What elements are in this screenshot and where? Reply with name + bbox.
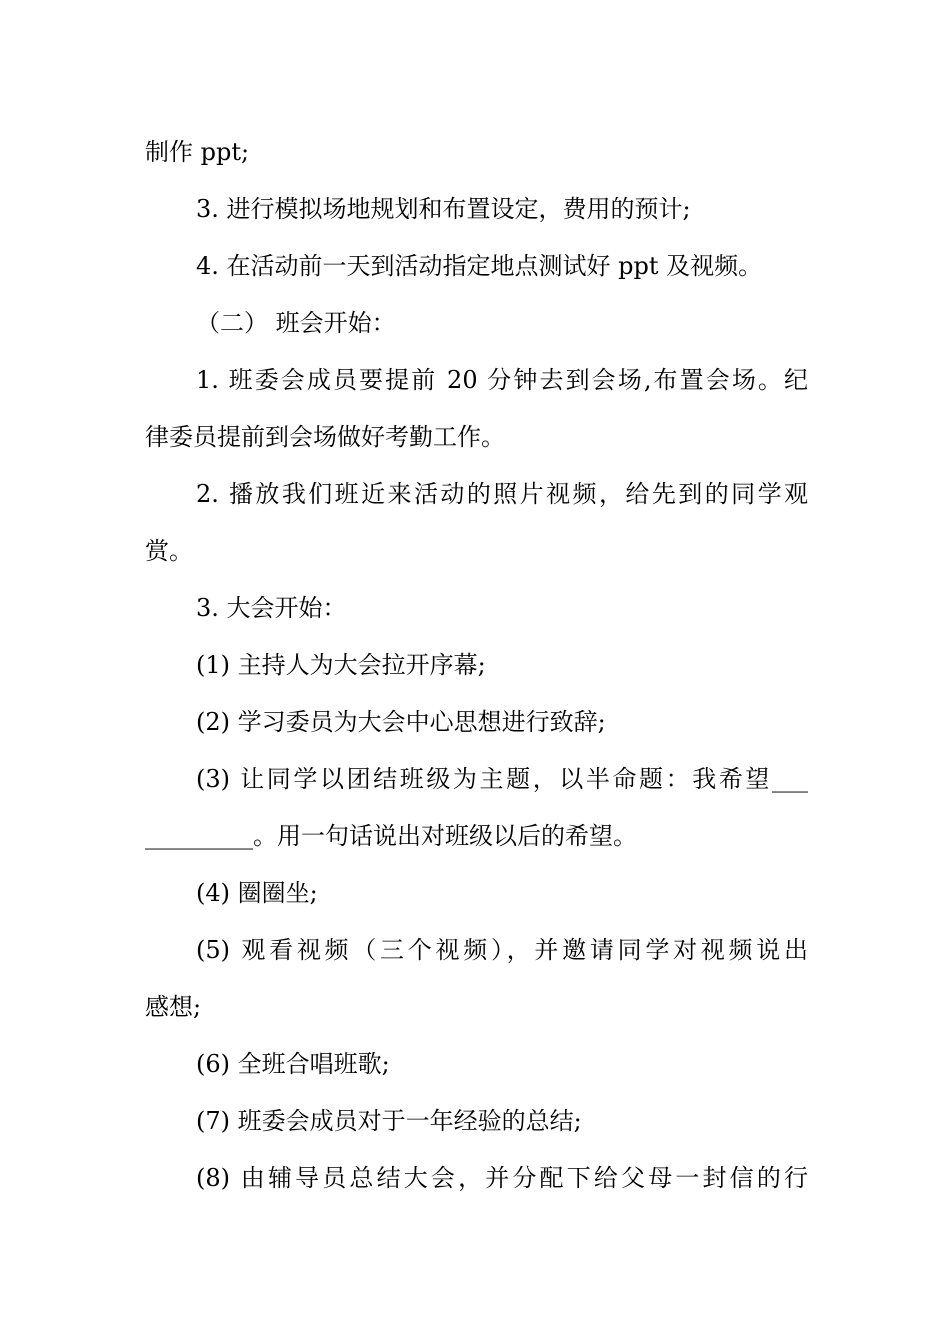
text-line-16: 感想; [145,993,202,1021]
text-line-11: (2) 学习委员为大会中心思想进行致辞; [196,708,606,736]
text-line-14: (4) 圈圈坐; [196,879,318,907]
text-line-8: 赏。 [145,537,193,565]
text-line-13: _________。用一句话说出对班级以后的希望。 [145,822,637,850]
text-line-17: (6) 全班合唱班歌; [196,1050,390,1078]
text-line-10: (1) 主持人为大会拉开序幕; [196,651,486,679]
text-line-9: 3. 大会开始： [196,594,347,622]
text-line-12: (3) 让同学以团结班级为主题，以半命题：我希望___ [196,765,808,793]
text-line-15: (5) 观看视频（三个视频），并邀请同学对视频说出 [196,936,808,964]
section-heading: （二） 班会开始： [196,309,396,337]
text-line-2: 3. 进行模拟场地规划和布置设定，费用的预计; [196,195,691,223]
text-line-5: 1. 班委会成员要提前 20 分钟去到会场,布置会场。纪 [196,366,808,394]
text-line-7: 2. 播放我们班近来活动的照片视频，给先到的同学观 [196,480,808,508]
text-line-1: 制作 ppt; [145,138,250,166]
text-line-18: (7) 班委会成员对于一年经验的总结; [196,1107,582,1135]
text-line-19: (8) 由辅导员总结大会，并分配下给父母一封信的行 [196,1164,808,1192]
text-line-6: 律委员提前到会场做好考勤工作。 [145,423,505,451]
text-line-3: 4. 在活动前一天到活动指定地点测试好 ppt 及视频。 [196,252,763,280]
